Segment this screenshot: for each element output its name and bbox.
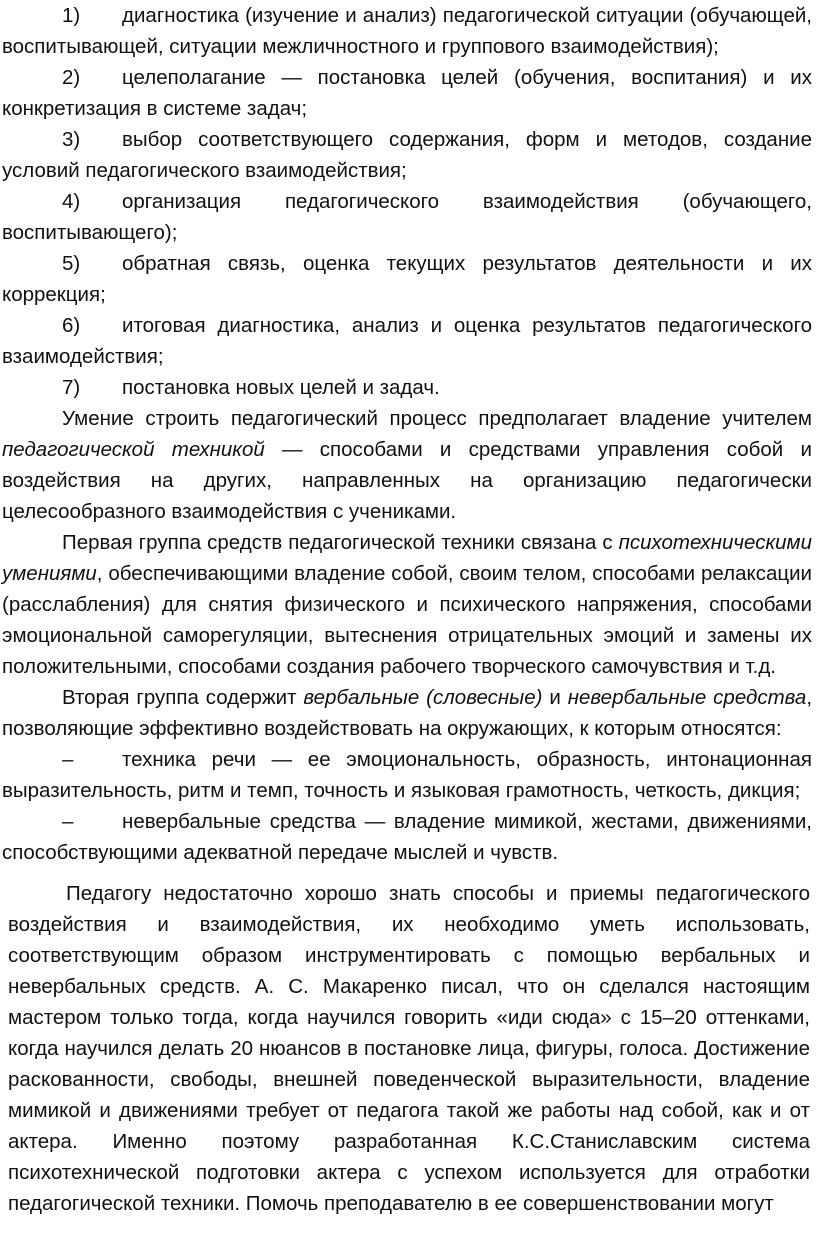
list-item: [0, 806, 816, 868]
paragraph-second-group: Вторая группа содержит вербальные (словесные) и невербальные средства, позволяющие эффективно воздействовать на окружающих, к которым относятся:: [2, 686, 813, 740]
term-pedagogical-technique: педагогической техникой: [2, 438, 265, 461]
list-text: техника речи — ее эмоциональность, образность, интонационная выразительность, ритм и темп, точность и языковая грамотность, четкость, дикция;: [2, 748, 812, 802]
means-list: [0, 744, 816, 868]
list-text: диагностика (изучение и анализ) педагогической ситуации (обучающей, воспитывающей, ситуации межличностного и группового взаимодействия);: [2, 4, 812, 58]
list-item: [0, 744, 816, 806]
list-number: 5): [62, 252, 81, 275]
paragraph-first-group: Первая группа средств педагогической техники связана с психотехническими умениями, обеспечивающими владение собой, своим телом, способами релаксации (расслабления) для снятия физического и психического напряжения, способами эмоциональной саморегуляции, вытеснения отрицательных эмоций и замены их положительными, способами создания рабочего творческого самочувствия и т.д.: [2, 531, 812, 678]
list-item: [0, 124, 816, 186]
list-item: [0, 248, 816, 310]
list-item: [0, 0, 816, 62]
list-number: 3): [62, 128, 81, 151]
list-item: [0, 62, 816, 124]
term-psychotechnical-skills: психотехническими умениями: [2, 531, 812, 585]
list-dash: –: [62, 810, 74, 833]
list-number: 1): [62, 4, 81, 27]
paragraph-final: Педагогу недостаточно хорошо знать способы и приемы педагогического воздействия и взаимодействия, их необходимо уметь использовать, соответствующим образом инструментировать с помощью вербальных и невербальных средств. А. С. Макаренко писал, что он сделался настоящим мастером только тогда, когда научился говорить «иди сюда» с 15–20 оттенками, когда научился делать 20 нюансов в постановке лица, фигуры, голоса. Достижение раскованности, свободы, внешней поведенческой выразительности, владение мимикой и движениями требует от педагога такой же работы над собой, как и от актера. Именно поэтому разработанная К.С.Станиславским система психотехнической подготовки актера с успехом используется для отработки педагогической техники. Помочь преподавателю в ее совершенствовании могут: [8, 882, 810, 1215]
list-text: обратная связь, оценка текущих результатов деятельности и их коррекция;: [2, 252, 812, 306]
list-text: постановка новых целей и задач.: [122, 376, 440, 399]
list-dash: –: [62, 748, 74, 771]
stages-list: [0, 0, 816, 403]
list-text: итоговая диагностика, анализ и оценка результатов педагогического взаимодействия;: [2, 314, 812, 368]
list-number: 6): [62, 314, 81, 337]
list-number: 2): [62, 66, 81, 89]
list-text: целеполагание — постановка целей (обучения, воспитания) и их конкретизация в системе задач;: [2, 66, 812, 120]
paragraph-pedagogical-technique: Умение строить педагогический процесс предполагает владение учителем педагогической техникой — способами и средствами управления собой и воздействия на других, направленных на организацию педагогически целесообразного взаимодействия с учениками.: [2, 407, 812, 523]
list-item: [0, 310, 816, 372]
list-item: [0, 372, 816, 403]
final-block: [0, 878, 816, 1219]
list-number: 7): [62, 376, 81, 399]
list-text: невербальные средства — владение мимикой, жестами, движениями, способствующими адекватной передаче мыслей и чувств.: [2, 810, 812, 864]
list-text: выбор соответствующего содержания, форм и методов, создание условий педагогического взаимодействия;: [2, 128, 812, 182]
term-verbal-means: вербальные (словесные): [303, 686, 543, 709]
term-nonverbal-means: невербальные средства: [567, 686, 807, 709]
list-item: [0, 186, 816, 248]
list-text: организация педагогического взаимодействия (обучающего, воспитывающего);: [2, 190, 812, 244]
list-number: 4): [62, 190, 81, 213]
